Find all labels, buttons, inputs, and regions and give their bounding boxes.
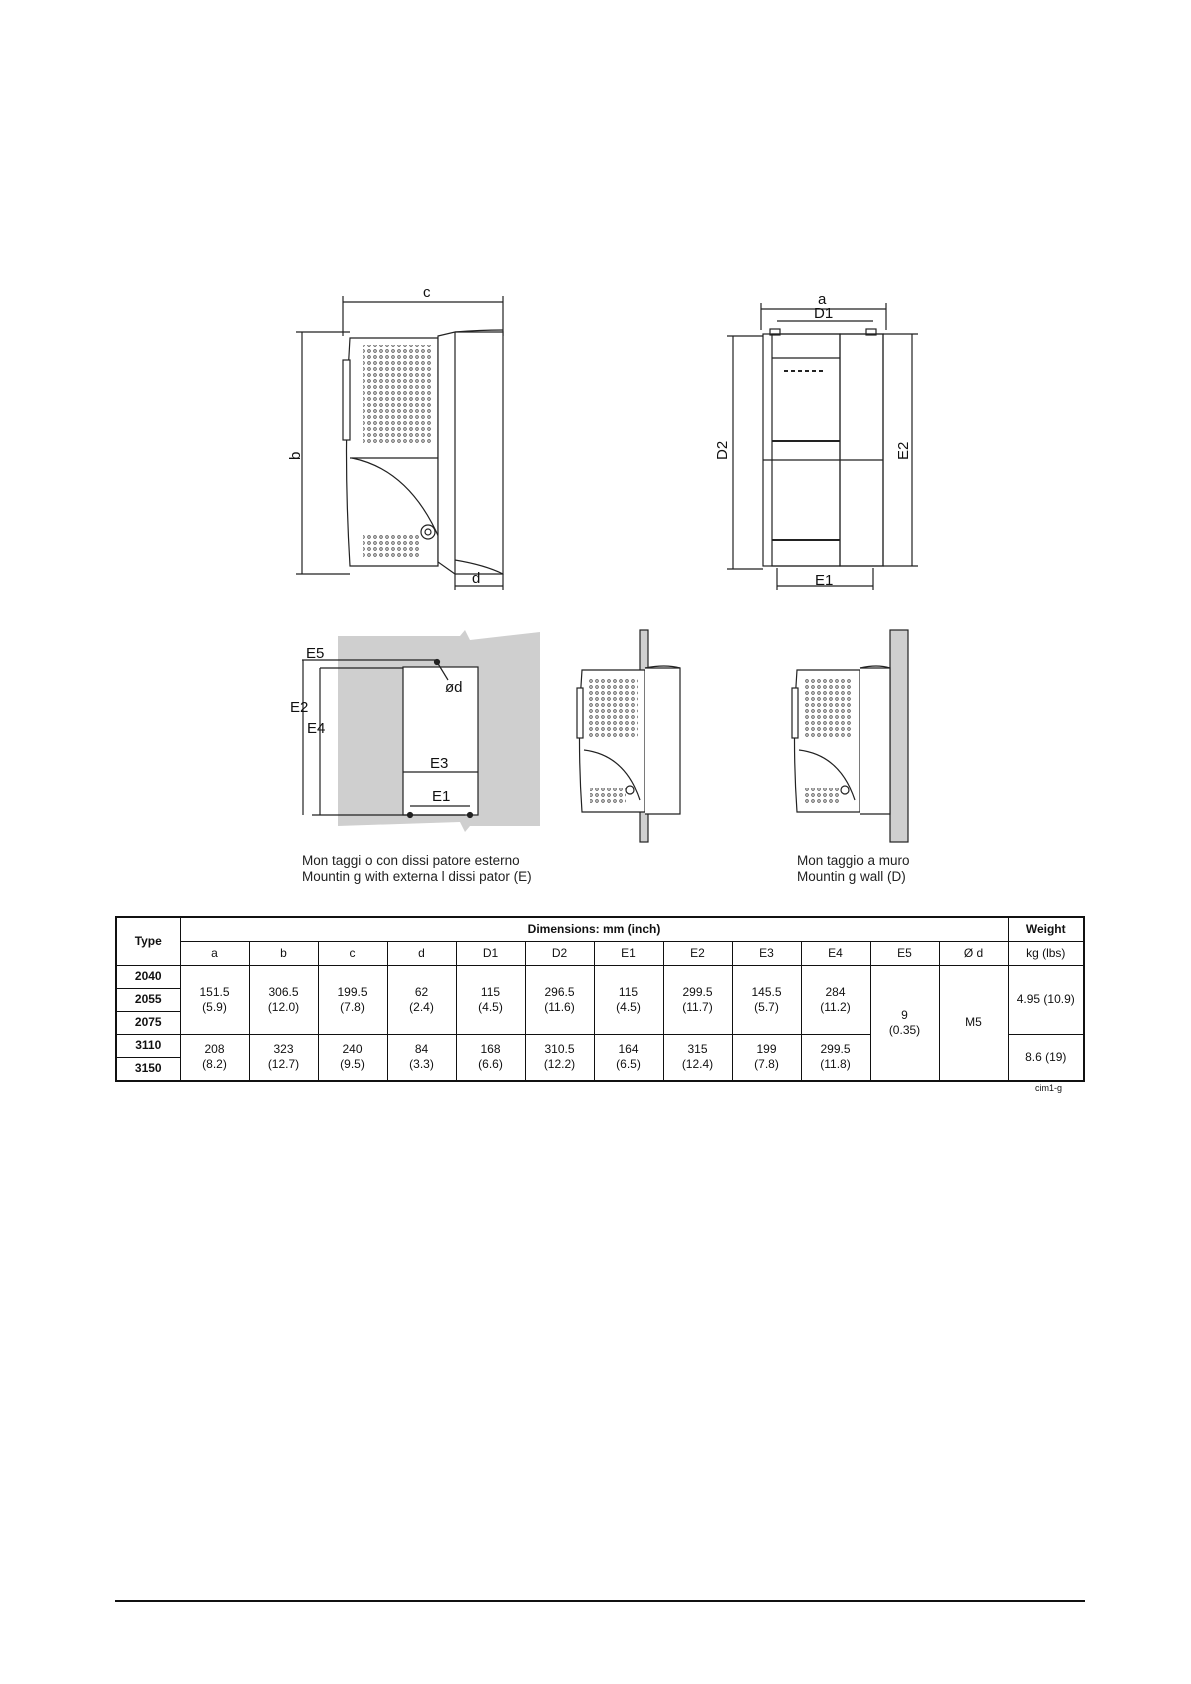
label-E2: E2	[895, 441, 912, 460]
e5-cell: 9 (0.35)	[870, 965, 939, 1081]
value-cell: 299.5 (11.7)	[663, 965, 732, 1034]
col-header: c	[318, 941, 387, 965]
label-E1: E1	[815, 572, 834, 589]
type-cell: 3110	[116, 1034, 180, 1057]
value-cell: 310.5 (12.2)	[525, 1034, 594, 1081]
label-E2-mount: E2	[290, 699, 309, 716]
label-E4: E4	[307, 720, 326, 737]
front-view-drawing	[727, 303, 918, 590]
value-cell: 151.5 (5.9)	[180, 965, 249, 1034]
label-E1-mount: E1	[432, 788, 451, 805]
value-cell: 240 (9.5)	[318, 1034, 387, 1081]
value-cell: 84 (3.3)	[387, 1034, 456, 1081]
side-view-drawing	[296, 296, 503, 590]
value-cell: 199.5 (7.8)	[318, 965, 387, 1034]
mounting-cutout-drawing	[302, 630, 540, 832]
label-D2: D2	[714, 440, 731, 460]
value-cell: 164 (6.5)	[594, 1034, 663, 1081]
value-cell: 296.5 (11.6)	[525, 965, 594, 1034]
value-cell: 62 (2.4)	[387, 965, 456, 1034]
label-d: d	[472, 570, 481, 587]
col-header: E1	[594, 941, 663, 965]
label-b: b	[287, 451, 304, 460]
caption-external-line1: Mon taggi o con dissi patore esterno	[302, 853, 520, 868]
value-cell: 299.5 (11.8)	[801, 1034, 870, 1081]
type-cell: 3150	[116, 1057, 180, 1081]
panel-mount-side-drawing	[577, 630, 680, 842]
label-a: a	[818, 291, 827, 308]
value-cell: 115 (4.5)	[594, 965, 663, 1034]
col-header: D2	[525, 941, 594, 965]
value-cell: 115 (4.5)	[456, 965, 525, 1034]
figure-code: cim1-g	[1035, 1083, 1063, 1093]
col-header: d	[387, 941, 456, 965]
label-E5: E5	[306, 645, 325, 662]
col-header: a	[180, 941, 249, 965]
od-cell: M5	[939, 965, 1008, 1081]
type-cell: 2040	[116, 965, 180, 988]
col-header: Ø d	[939, 941, 1008, 965]
type-cell: 2075	[116, 1011, 180, 1034]
wall-mount-side-drawing	[792, 630, 908, 842]
label-c: c	[423, 284, 431, 301]
col-header: E4	[801, 941, 870, 965]
col-header: D1	[456, 941, 525, 965]
type-cell: 2055	[116, 988, 180, 1011]
label-E3: E3	[430, 755, 449, 772]
value-cell: 315 (12.4)	[663, 1034, 732, 1081]
type-header: Type	[116, 917, 180, 965]
caption-external-line2: Mountin g with externa l dissi pator (E)	[302, 869, 532, 884]
weight-cell: 8.6 (19)	[1008, 1034, 1084, 1081]
label-od: ød	[445, 679, 463, 696]
value-cell: 199 (7.8)	[732, 1034, 801, 1081]
weight-unit: kg (lbs)	[1008, 941, 1084, 965]
value-cell: 168 (6.6)	[456, 1034, 525, 1081]
dimensions-header: Dimensions: mm (inch)	[180, 917, 1008, 941]
dimensions-table	[115, 916, 1085, 1082]
caption-wall-line1: Mon taggio a muro	[797, 853, 910, 868]
caption-wall-line2: Mountin g wall (D)	[797, 869, 906, 884]
value-cell: 284 (11.2)	[801, 965, 870, 1034]
col-header: b	[249, 941, 318, 965]
table-row	[116, 965, 1084, 988]
value-cell: 208 (8.2)	[180, 1034, 249, 1081]
column-header-row	[116, 941, 1084, 965]
footer-rule	[115, 1600, 1085, 1602]
col-header: E3	[732, 941, 801, 965]
value-cell: 145.5 (5.7)	[732, 965, 801, 1034]
value-cell: 306.5 (12.0)	[249, 965, 318, 1034]
weight-header: Weight	[1008, 917, 1084, 941]
col-header: E2	[663, 941, 732, 965]
value-cell: 323 (12.7)	[249, 1034, 318, 1081]
col-header: E5	[870, 941, 939, 965]
weight-cell: 4.95 (10.9)	[1008, 965, 1084, 1034]
label-D1: D1	[814, 305, 834, 322]
